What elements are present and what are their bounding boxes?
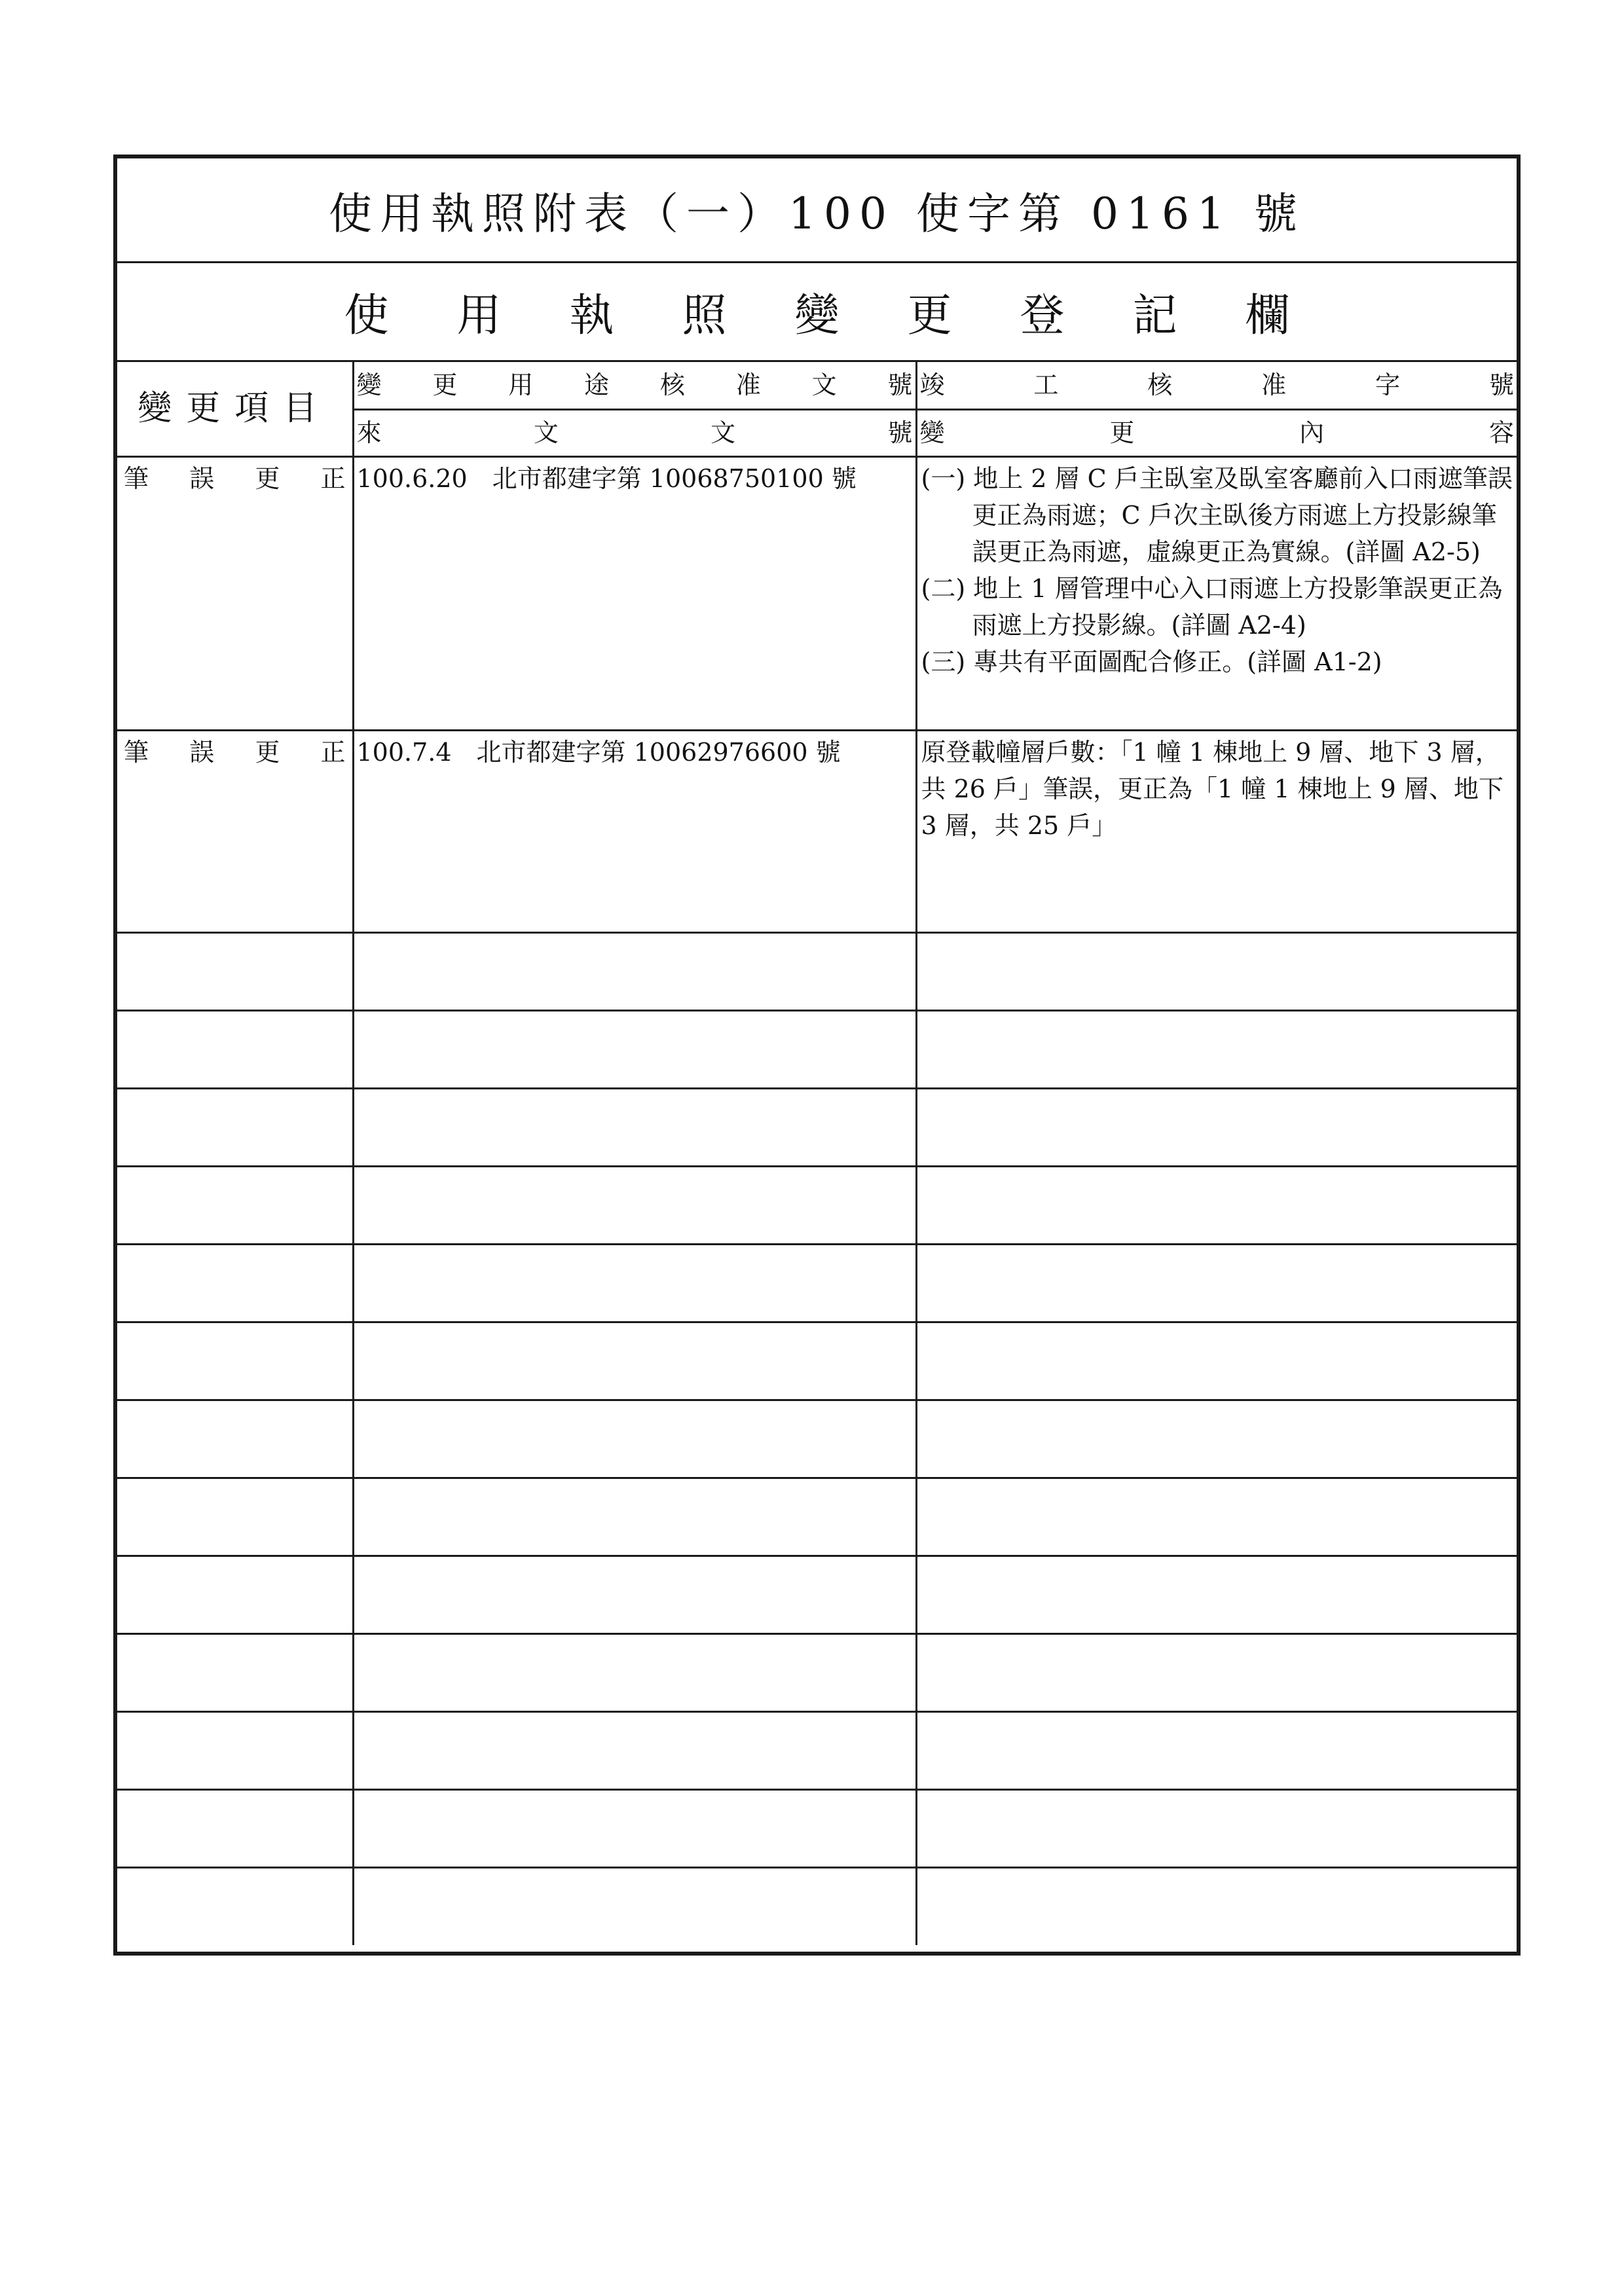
table-row	[117, 1322, 1517, 1400]
spread-char: 正	[320, 464, 346, 493]
spread-char: 誤	[189, 464, 215, 493]
table-row	[117, 730, 1517, 854]
spread-char: 正	[320, 737, 346, 767]
empty-item-cell	[117, 1400, 353, 1478]
table-row	[117, 1010, 1517, 1088]
empty-doc-cell	[353, 1010, 916, 1088]
empty-item-cell	[117, 1867, 353, 1945]
spread-char: 工	[1033, 371, 1059, 400]
row-1-item	[117, 456, 353, 730]
empty-item-cell	[117, 1010, 353, 1088]
section-title: 使用執照變更登記欄	[117, 263, 1517, 362]
spread-char: 誤	[189, 737, 215, 767]
spread-char: 准	[735, 371, 761, 400]
spread-char: 號	[887, 418, 913, 447]
table-row	[117, 854, 1517, 932]
row-2-content-line-1: 原登載幢層戶數：「1 幢 1 棟地上 9 層、地下 3 層，共 26 戶」筆誤，更正為「1 幢 1 棟地上 9 層、地下 3 層，共 25 戶」	[921, 737, 1504, 840]
empty-doc-cell	[353, 1867, 916, 1945]
row-1-item-text	[121, 460, 348, 497]
spread-char: 途	[584, 371, 610, 400]
spread-char: 來	[356, 418, 382, 447]
spread-char: 內	[1299, 418, 1325, 447]
row-2-doc-number: 100.7.4 北市都建字第 10062976600 號	[353, 730, 916, 854]
spread-char: 文	[533, 418, 559, 447]
header-usage-doc-number	[353, 362, 916, 409]
table-row	[117, 1711, 1517, 1789]
spread-char: 文	[811, 371, 837, 400]
document-title: 使用執照附表（一）100 使字第 0161 號	[117, 158, 1517, 263]
spread-char: 筆	[124, 737, 149, 767]
table-row	[117, 1166, 1517, 1244]
header-incoming-doc-number-text	[354, 410, 915, 456]
spread-char: 變	[356, 371, 382, 400]
empty-content-cell	[916, 1166, 1517, 1244]
header-change-item: 變更項目	[117, 362, 353, 456]
empty-content-cell	[916, 1478, 1517, 1556]
row-1-content	[916, 456, 1517, 730]
empty-item-cell	[117, 1322, 353, 1400]
table-row	[117, 1789, 1517, 1867]
empty-doc-cell	[353, 1166, 916, 1244]
spread-char: 筆	[124, 464, 149, 493]
row-2-item-text	[121, 734, 348, 771]
empty-content-cell	[916, 1633, 1517, 1711]
empty-content-cell	[916, 1400, 1517, 1478]
empty-item-cell	[117, 1633, 353, 1711]
header-usage-doc-number-text	[354, 362, 915, 409]
spread-char: 號	[1488, 371, 1514, 400]
empty-doc-cell	[353, 932, 916, 1010]
empty-item-cell	[117, 1556, 353, 1633]
header-incoming-doc-number	[353, 409, 916, 456]
table-row	[117, 1556, 1517, 1633]
spread-char: 更	[1109, 418, 1135, 447]
spread-char: 號	[887, 371, 913, 400]
empty-content-cell	[916, 1322, 1517, 1400]
table-row	[117, 1867, 1517, 1945]
spread-char: 核	[1147, 371, 1173, 400]
empty-doc-cell	[353, 1711, 916, 1789]
table-row	[117, 1478, 1517, 1556]
empty-content-cell	[916, 854, 1517, 932]
spread-char: 更	[255, 737, 280, 767]
empty-content-cell	[916, 1088, 1517, 1166]
empty-content-cell	[916, 1556, 1517, 1633]
spread-char: 竣	[919, 371, 945, 400]
empty-doc-cell	[353, 854, 916, 932]
spread-char: 用	[508, 371, 534, 400]
empty-doc-cell	[353, 1556, 916, 1633]
empty-doc-cell	[353, 1322, 916, 1400]
spread-char: 字	[1375, 371, 1401, 400]
empty-content-cell	[916, 932, 1517, 1010]
empty-rows	[117, 854, 1517, 1945]
table-row	[117, 932, 1517, 1010]
header-completion-number	[916, 362, 1517, 409]
row-2-content	[916, 730, 1517, 854]
row-1-doc-number: 100.6.20 北市都建字第 10068750100 號	[353, 456, 916, 730]
empty-content-cell	[916, 1867, 1517, 1945]
license-change-sheet	[113, 155, 1521, 1956]
empty-item-cell	[117, 932, 353, 1010]
empty-item-cell	[117, 1478, 353, 1556]
table-row	[117, 1088, 1517, 1166]
spread-char: 核	[659, 371, 685, 400]
empty-doc-cell	[353, 1244, 916, 1322]
empty-item-cell	[117, 1088, 353, 1166]
empty-item-cell	[117, 1711, 353, 1789]
empty-content-cell	[916, 1789, 1517, 1867]
table-row	[117, 1633, 1517, 1711]
spread-char: 更	[255, 464, 280, 493]
empty-content-cell	[916, 1010, 1517, 1088]
change-register-table	[117, 362, 1517, 1945]
empty-doc-cell	[353, 1789, 916, 1867]
empty-content-cell	[916, 1711, 1517, 1789]
empty-content-cell	[916, 1244, 1517, 1322]
spread-char: 准	[1261, 371, 1287, 400]
spread-char: 容	[1488, 418, 1514, 447]
spread-char: 變	[919, 418, 945, 447]
empty-item-cell	[117, 1789, 353, 1867]
row-1-content-line-3: (三) 專共有平面圖配合修正。(詳圖 A1-2)	[921, 647, 1382, 676]
empty-item-cell	[117, 1244, 353, 1322]
spread-char: 更	[432, 371, 458, 400]
empty-item-cell	[117, 854, 353, 932]
empty-doc-cell	[353, 1633, 916, 1711]
table-row	[117, 1400, 1517, 1478]
row-2-item	[117, 730, 353, 854]
table-row	[117, 456, 1517, 730]
header-change-content-text	[917, 410, 1517, 456]
table-row	[117, 1244, 1517, 1322]
row-1-content-line-2: (二) 地上 1 層管理中心入口雨遮上方投影筆誤更正為雨遮上方投影線。(詳圖 A2-4)	[921, 574, 1503, 640]
empty-doc-cell	[353, 1400, 916, 1478]
empty-doc-cell	[353, 1088, 916, 1166]
row-1-content-line-1: (一) 地上 2 層 C 戶主臥室及臥室客廳前入口雨遮筆誤更正為雨遮；C 戶次主臥後方雨遮上方投影線筆誤更正為雨遮，虛線更正為實線。(詳圖 A2-5)	[921, 464, 1513, 566]
empty-doc-cell	[353, 1478, 916, 1556]
header-completion-number-text	[917, 362, 1517, 409]
spread-char: 文	[710, 418, 736, 447]
empty-item-cell	[117, 1166, 353, 1244]
header-change-content	[916, 409, 1517, 456]
